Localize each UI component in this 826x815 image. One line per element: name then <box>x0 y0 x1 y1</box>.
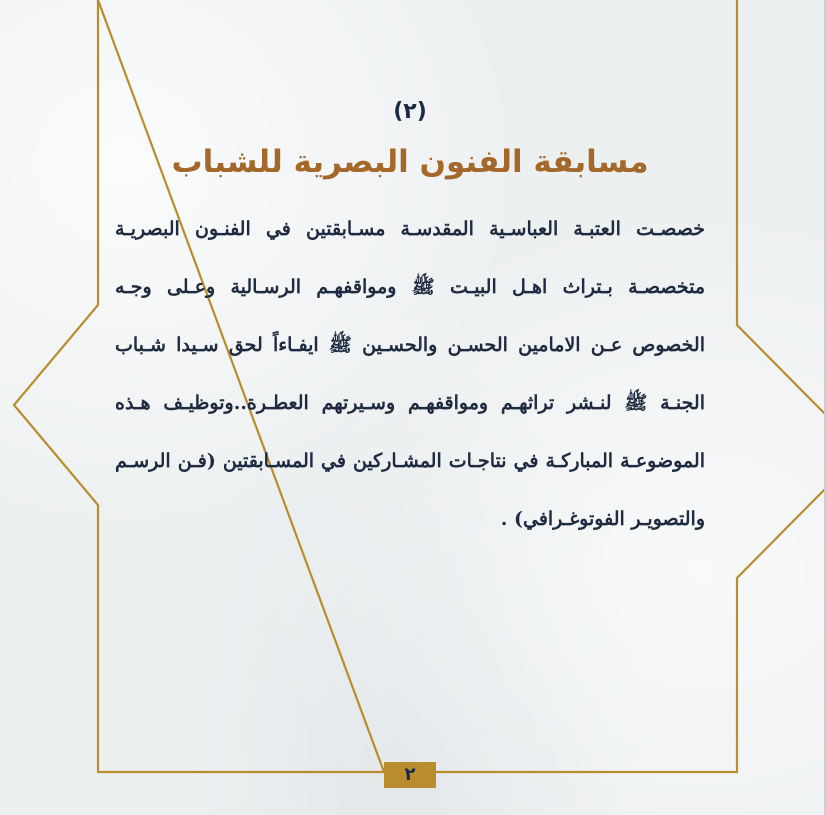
paragraph-line: الخصوص عـن الامامين الحسـن والحسـين ﷺ ايفـاءاً لحق سـيدا شـباب <box>115 334 705 356</box>
page-number-badge: ٢ <box>384 762 436 788</box>
paragraph-line: والتصويـر الفوتوغـرافي) . <box>500 508 705 530</box>
paragraph-line: متخصصـة بـتراث اهـل البيـت ﷺ ومواقفهـم الرسـالية وعـلى وجـه <box>115 276 705 298</box>
gold-border-line <box>737 0 826 415</box>
document-content <box>115 92 705 548</box>
section-number: (٢) <box>393 99 427 124</box>
paragraph-line: خصصـت العتبـة العباسـية المقدسـة مسـابقتين في الفنـون البصريـة <box>115 218 705 240</box>
body-paragraph <box>115 200 705 548</box>
paragraph-line: الجنـة ﷺ لنـشر تراثهـم ومواقفهـم وسـيرتهم العطـرة..وتوظيـف هـذه <box>115 392 705 414</box>
paragraph-line: الموضوعـة المباركـة في نتاجـات المشـاركين في المسـابقتين (فـن الرسـم <box>115 450 705 472</box>
page-title: مسابقة الفنون البصرية للشباب <box>171 144 649 180</box>
